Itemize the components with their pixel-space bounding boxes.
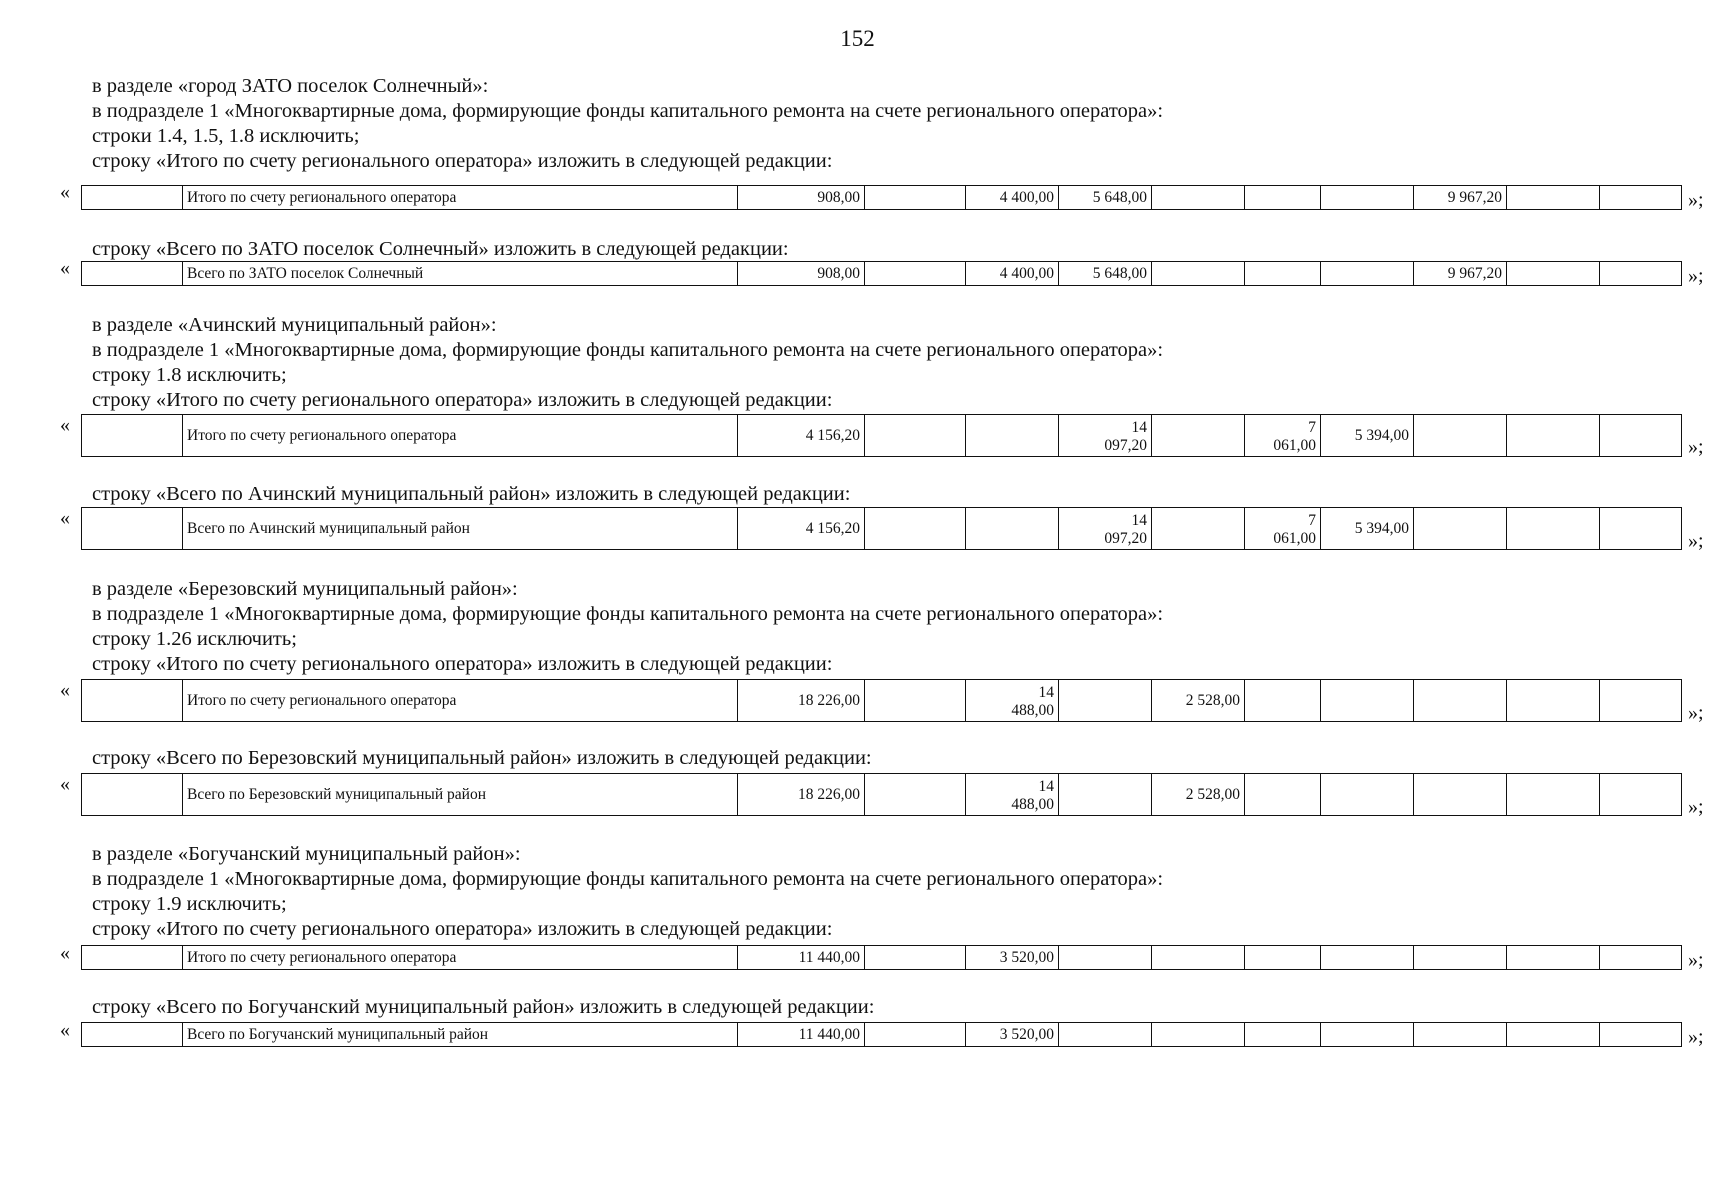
value-part-1: 14 xyxy=(1131,418,1147,436)
close-quote: »; xyxy=(1688,949,1704,971)
table-row xyxy=(82,774,1682,816)
page-number: 152 xyxy=(840,26,875,51)
cell-value: 5 394,00 xyxy=(1321,508,1414,550)
section-heading: в разделе «город ЗАТО поселок Солнечный»: xyxy=(92,75,489,97)
cell-value: 11 440,00 xyxy=(738,1023,865,1047)
cell-empty xyxy=(1507,774,1600,816)
cell-empty xyxy=(1152,508,1245,550)
cell-value: 5 648,00 xyxy=(1059,262,1152,286)
close-quote: »; xyxy=(1688,796,1704,818)
cell-empty xyxy=(1600,415,1682,457)
cell-empty xyxy=(82,1023,183,1047)
instruction-text: строку «Итого по счету регионального оператора» изложить в следующей редакции: xyxy=(92,653,833,675)
replacement-table xyxy=(81,507,1682,550)
cell-empty xyxy=(865,1023,966,1047)
instruction-text: строку «Всего по Березовский муниципальный район» изложить в следующей редакции: xyxy=(92,747,872,769)
open-quote: « xyxy=(60,942,70,964)
exclude-rows-text: строку 1.9 исключить; xyxy=(92,893,287,915)
cell-empty xyxy=(1600,774,1682,816)
cell-empty xyxy=(82,946,183,970)
cell-value: 9 967,20 xyxy=(1414,262,1507,286)
subsection-heading: в подразделе 1 «Многоквартирные дома, формирующие фонды капитального ремонта на счете регионального оператора»: xyxy=(92,868,1164,890)
replacement-table xyxy=(81,185,1682,210)
cell-empty xyxy=(1152,186,1245,210)
value-part-2: 061,00 xyxy=(1273,529,1316,547)
cell-value: 3 520,00 xyxy=(966,946,1059,970)
open-quote: « xyxy=(60,1019,70,1041)
cell-empty xyxy=(1414,1023,1507,1047)
cell-empty xyxy=(865,774,966,816)
replacement-table xyxy=(81,1022,1682,1047)
exclude-rows-text: строку 1.26 исключить; xyxy=(92,628,297,650)
cell-value: 908,00 xyxy=(738,262,865,286)
cell-empty xyxy=(1059,946,1152,970)
row-name: Итого по счету регионального оператора xyxy=(183,946,738,970)
cell-empty xyxy=(82,774,183,816)
cell-empty xyxy=(865,946,966,970)
cell-empty xyxy=(1507,946,1600,970)
cell-value-wrapped xyxy=(1245,415,1321,457)
subsection-heading: в подразделе 1 «Многоквартирные дома, формирующие фонды капитального ремонта на счете регионального оператора»: xyxy=(92,339,1164,361)
close-quote: »; xyxy=(1688,1026,1704,1048)
row-name: Итого по счету регионального оператора xyxy=(183,680,738,722)
cell-value: 4 156,20 xyxy=(738,415,865,457)
cell-empty xyxy=(82,508,183,550)
cell-empty xyxy=(1321,774,1414,816)
cell-value: 4 156,20 xyxy=(738,508,865,550)
cell-empty xyxy=(1245,262,1321,286)
cell-empty xyxy=(1507,680,1600,722)
row-name: Итого по счету регионального оператора xyxy=(183,415,738,457)
instruction-text: строку «Итого по счету регионального оператора» изложить в следующей редакции: xyxy=(92,150,833,172)
cell-value: 3 520,00 xyxy=(966,1023,1059,1047)
cell-empty xyxy=(1245,186,1321,210)
replacement-table xyxy=(81,414,1682,457)
cell-empty xyxy=(1152,946,1245,970)
cell-empty xyxy=(1507,1023,1600,1047)
cell-empty xyxy=(82,186,183,210)
value-part-1: 7 xyxy=(1308,418,1316,436)
cell-value: 4 400,00 xyxy=(966,262,1059,286)
row-name: Всего по Березовский муниципальный район xyxy=(183,774,738,816)
value-part-1: 14 xyxy=(1038,777,1054,795)
close-quote: »; xyxy=(1688,436,1704,458)
close-quote: »; xyxy=(1688,189,1704,211)
cell-value: 18 226,00 xyxy=(738,680,865,722)
replacement-table xyxy=(81,261,1682,286)
cell-empty xyxy=(1152,415,1245,457)
table-row xyxy=(82,508,1682,550)
cell-value-wrapped xyxy=(966,680,1059,722)
close-quote: »; xyxy=(1688,265,1704,287)
open-quote: « xyxy=(60,414,70,436)
section-heading: в разделе «Ачинский муниципальный район»: xyxy=(92,314,497,336)
cell-empty xyxy=(1059,680,1152,722)
cell-value: 4 400,00 xyxy=(966,186,1059,210)
instruction-text: строку «Всего по Богучанский муниципальный район» изложить в следующей редакции: xyxy=(92,996,875,1018)
cell-empty xyxy=(865,186,966,210)
table-row xyxy=(82,946,1682,970)
cell-value: 9 967,20 xyxy=(1414,186,1507,210)
cell-empty xyxy=(1507,186,1600,210)
cell-value: 5 394,00 xyxy=(1321,415,1414,457)
cell-empty xyxy=(1245,946,1321,970)
cell-empty xyxy=(1600,680,1682,722)
exclude-rows-text: строки 1.4, 1.5, 1.8 исключить; xyxy=(92,125,360,147)
open-quote: « xyxy=(60,181,70,203)
section-heading: в разделе «Березовский муниципальный район»: xyxy=(92,578,518,600)
open-quote: « xyxy=(60,257,70,279)
cell-empty xyxy=(1507,262,1600,286)
replacement-table xyxy=(81,773,1682,816)
cell-empty xyxy=(1059,774,1152,816)
close-quote: »; xyxy=(1688,530,1704,552)
cell-empty xyxy=(1321,946,1414,970)
cell-empty xyxy=(1245,1023,1321,1047)
table-row xyxy=(82,1023,1682,1047)
cell-value: 2 528,00 xyxy=(1152,680,1245,722)
cell-empty xyxy=(865,262,966,286)
cell-empty xyxy=(1245,680,1321,722)
exclude-rows-text: строку 1.8 исключить; xyxy=(92,364,287,386)
table-row xyxy=(82,415,1682,457)
cell-empty xyxy=(1414,415,1507,457)
instruction-text: строку «Всего по ЗАТО поселок Солнечный» изложить в следующей редакции: xyxy=(92,238,789,260)
cell-value: 18 226,00 xyxy=(738,774,865,816)
replacement-table xyxy=(81,679,1682,722)
close-quote: »; xyxy=(1688,702,1704,724)
cell-empty xyxy=(1245,774,1321,816)
cell-empty xyxy=(1600,946,1682,970)
cell-empty xyxy=(1600,186,1682,210)
cell-empty xyxy=(865,415,966,457)
cell-value: 2 528,00 xyxy=(1152,774,1245,816)
cell-value-wrapped xyxy=(1245,508,1321,550)
value-part-2: 097,20 xyxy=(1104,529,1147,547)
section-heading: в разделе «Богучанский муниципальный район»: xyxy=(92,843,521,865)
replacement-table xyxy=(81,945,1682,970)
cell-empty xyxy=(1507,415,1600,457)
value-part-1: 14 xyxy=(1038,683,1054,701)
open-quote: « xyxy=(60,679,70,701)
row-name: Итого по счету регионального оператора xyxy=(183,186,738,210)
subsection-heading: в подразделе 1 «Многоквартирные дома, формирующие фонды капитального ремонта на счете регионального оператора»: xyxy=(92,100,1164,122)
table-row xyxy=(82,186,1682,210)
cell-value-wrapped xyxy=(966,774,1059,816)
value-part-2: 061,00 xyxy=(1273,436,1316,454)
table-row xyxy=(82,680,1682,722)
cell-empty xyxy=(82,680,183,722)
cell-value-wrapped xyxy=(1059,415,1152,457)
cell-empty xyxy=(1321,262,1414,286)
value-part-2: 488,00 xyxy=(1011,795,1054,813)
cell-empty xyxy=(1414,946,1507,970)
cell-empty xyxy=(82,415,183,457)
cell-value: 11 440,00 xyxy=(738,946,865,970)
cell-empty xyxy=(1152,1023,1245,1047)
instruction-text: строку «Итого по счету регионального оператора» изложить в следующей редакции: xyxy=(92,918,833,940)
value-part-1: 7 xyxy=(1308,511,1316,529)
row-name: Всего по ЗАТО поселок Солнечный xyxy=(183,262,738,286)
cell-empty xyxy=(1414,774,1507,816)
table-row xyxy=(82,262,1682,286)
cell-empty xyxy=(1414,508,1507,550)
cell-empty xyxy=(1059,1023,1152,1047)
cell-empty xyxy=(865,680,966,722)
value-part-2: 097,20 xyxy=(1104,436,1147,454)
instruction-text: строку «Итого по счету регионального оператора» изложить в следующей редакции: xyxy=(92,389,833,411)
cell-empty xyxy=(966,415,1059,457)
cell-value: 908,00 xyxy=(738,186,865,210)
subsection-heading: в подразделе 1 «Многоквартирные дома, формирующие фонды капитального ремонта на счете регионального оператора»: xyxy=(92,603,1164,625)
cell-empty xyxy=(1414,680,1507,722)
cell-empty xyxy=(82,262,183,286)
cell-empty xyxy=(1600,262,1682,286)
value-part-2: 488,00 xyxy=(1011,701,1054,719)
open-quote: « xyxy=(60,507,70,529)
row-name: Всего по Ачинский муниципальный район xyxy=(183,508,738,550)
cell-empty xyxy=(1321,680,1414,722)
value-part-1: 14 xyxy=(1131,511,1147,529)
cell-empty xyxy=(1600,508,1682,550)
cell-empty xyxy=(1152,262,1245,286)
instruction-text: строку «Всего по Ачинский муниципальный район» изложить в следующей редакции: xyxy=(92,483,851,505)
cell-value-wrapped xyxy=(1059,508,1152,550)
cell-empty xyxy=(966,508,1059,550)
cell-empty xyxy=(865,508,966,550)
cell-value: 5 648,00 xyxy=(1059,186,1152,210)
cell-empty xyxy=(1321,1023,1414,1047)
open-quote: « xyxy=(60,773,70,795)
row-name: Всего по Богучанский муниципальный район xyxy=(183,1023,738,1047)
cell-empty xyxy=(1321,186,1414,210)
cell-empty xyxy=(1600,1023,1682,1047)
cell-empty xyxy=(1507,508,1600,550)
